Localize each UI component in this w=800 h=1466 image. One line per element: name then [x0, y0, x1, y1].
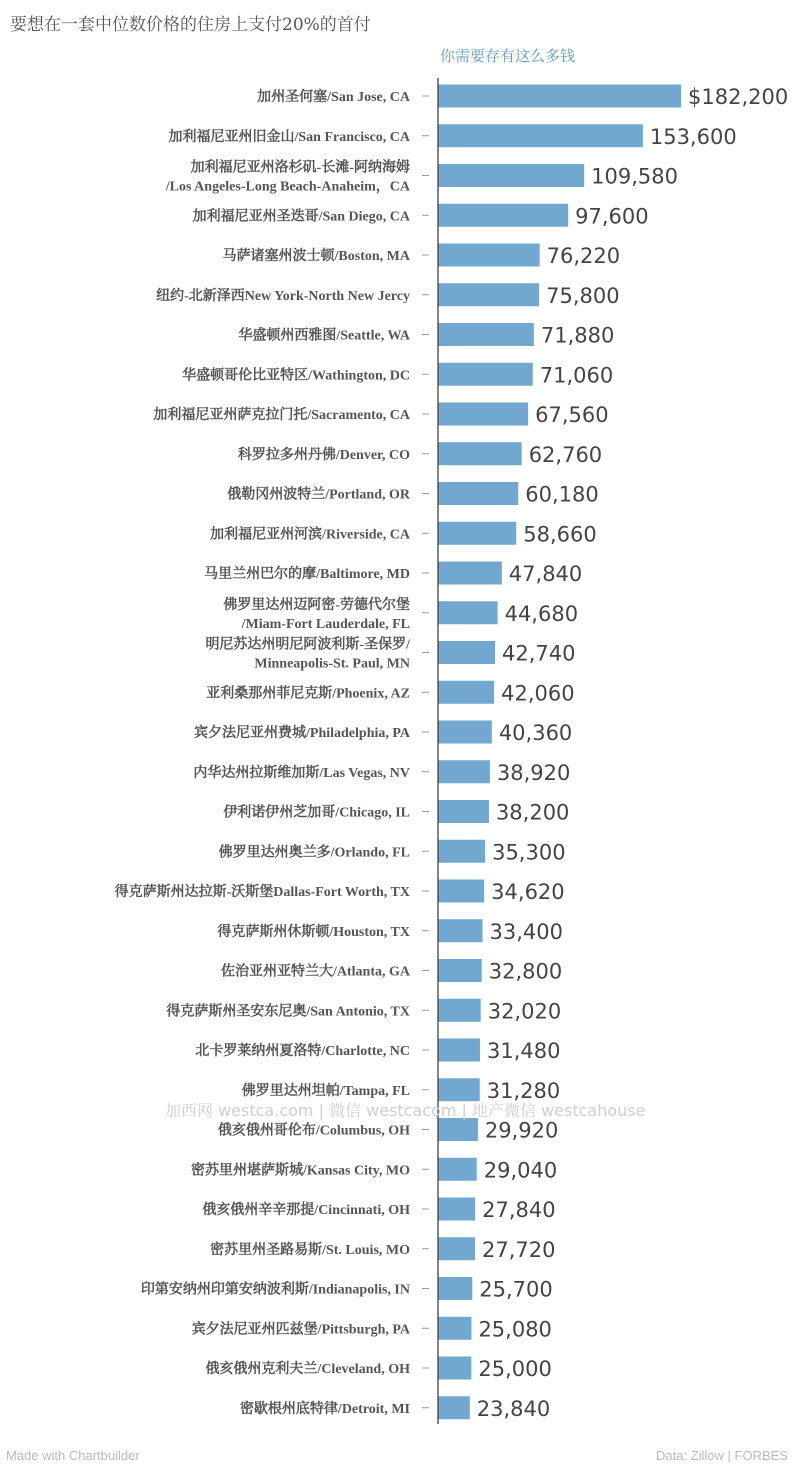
bar-4 [438, 244, 540, 267]
value-label-26: 29,920 [484, 1118, 559, 1143]
bar-2 [438, 164, 584, 187]
category-label-line: /Miam-Fort Lauderdale, FL [241, 616, 410, 632]
category-label-19: 佛罗里达州奥兰多/Orlando, FL [218, 845, 410, 861]
value-label-22: 32,800 [488, 959, 563, 984]
bar-26 [438, 1118, 478, 1141]
bar-5 [438, 283, 539, 306]
bar-13 [438, 601, 498, 624]
category-label-31: 宾夕法尼亚州匹兹堡/Pittsburgh, PA [191, 1322, 410, 1338]
category-label-27: 密苏里州堪萨斯城/Kansas City, MO [191, 1163, 410, 1179]
value-label-30: 25,700 [479, 1277, 553, 1302]
category-label-32: 俄亥俄州克利夫兰/Cleveland, OH [205, 1362, 410, 1377]
bar-32 [438, 1357, 471, 1380]
bar-30 [438, 1277, 472, 1300]
value-label-11: 58,660 [523, 522, 597, 547]
category-label-line: 加利福尼亚州洛杉矶-长滩-阿纳海姆 [190, 160, 410, 176]
category-label-10: 俄勒冈州波特兰/Portland, OR [227, 487, 410, 503]
category-label-7: 华盛顿哥伦比亚特区/Wathington, DC [182, 368, 410, 384]
category-label-2 [165, 159, 411, 195]
value-label-27: 29,040 [483, 1158, 558, 1183]
data-source-credit: Data: Zillow | FORBES [656, 1448, 788, 1463]
category-label-21: 得克萨斯州休斯顿/Houston, TX [217, 924, 410, 940]
category-label-1: 加利福尼亚州旧金山/San Francisco, CA [168, 129, 410, 145]
value-label-23: 32,020 [487, 999, 562, 1024]
bar-12 [438, 562, 502, 585]
category-label-26: 俄亥俄州哥伦布/Columbus, OH [217, 1123, 410, 1139]
bar-10 [438, 482, 518, 505]
bar-33 [438, 1396, 470, 1419]
bar-16 [438, 721, 492, 744]
bar-11 [438, 522, 516, 545]
made-with-credit: Made with Chartbuilder [6, 1448, 140, 1463]
category-label-16: 宾夕法尼亚州费城/Philadelphia, PA [194, 726, 410, 741]
value-label-33: 23,840 [476, 1396, 551, 1421]
value-label-17: 38,920 [496, 760, 571, 785]
category-label-line: Minneapolis-St. Paul, MN [254, 656, 410, 672]
category-label-8: 加利福尼亚州萨克拉门托/Sacramento, CA [153, 408, 410, 423]
bar-6 [438, 323, 534, 346]
category-label-30: 印第安纳州印第安纳波利斯/Indianapolis, IN [140, 1282, 410, 1298]
bar-29 [438, 1237, 475, 1260]
value-label-9: 62,760 [528, 442, 603, 467]
category-label-3: 加利福尼亚州圣迭哥/San Diego, CA [192, 209, 410, 225]
chart-subtitle: 你需要存有这么多钱 [440, 47, 576, 65]
category-label-22: 佐治亚州亚特兰大/Atlanta, GA [221, 964, 410, 980]
bar-17 [438, 760, 490, 783]
bar-27 [438, 1158, 477, 1181]
category-label-17: 内华达州拉斯维加斯/Las Vegas, NV [193, 765, 410, 781]
category-label-4: 马萨诸塞州波士顿/Boston, MA [222, 249, 410, 264]
value-label-15: 42,060 [501, 681, 575, 706]
value-label-21: 33,400 [489, 919, 564, 944]
value-label-20: 34,620 [491, 880, 565, 904]
value-label-2: 109,580 [591, 164, 678, 189]
value-label-3: 97,600 [575, 204, 649, 229]
category-label-14 [205, 636, 411, 672]
category-label-11: 加利福尼亚州河滨/Riverside, CA [210, 527, 410, 543]
chart-title: 要想在一套中位数价格的住房上支付20%的首付 [10, 15, 371, 35]
value-label-16: 40,360 [498, 721, 573, 745]
category-label-33: 密歇根州底特律/Detroit, MI [239, 1401, 410, 1417]
bar-21 [438, 919, 483, 942]
category-label-28: 俄亥俄州辛辛那提/Cincinnati, OH [202, 1203, 410, 1218]
value-label-1: 153,600 [649, 124, 737, 149]
watermark-text: 加西网 westca.com | 微信 westcacom | 地产微信 westcahouse [165, 1101, 646, 1120]
category-label-line: /Los Angeles-Long Beach-Anaheim，CA [165, 179, 410, 195]
bar-20 [438, 880, 484, 903]
category-label-23: 得克萨斯州圣安东尼奥/San Antonio, TX [166, 1004, 410, 1020]
value-label-0: $182,200 [688, 85, 789, 109]
value-label-8: 67,560 [535, 403, 609, 427]
value-label-6: 71,880 [540, 323, 615, 348]
bar-15 [438, 681, 494, 704]
bar-28 [438, 1198, 475, 1221]
bar-14 [438, 641, 495, 664]
bar-19 [438, 840, 485, 863]
value-label-5: 75,800 [546, 283, 620, 308]
category-label-15: 亚利桑那州菲尼克斯/Phoenix, AZ [206, 686, 410, 702]
bar-22 [438, 959, 482, 982]
category-label-24: 北卡罗莱纳州夏洛特/Charlotte, NC [195, 1044, 410, 1059]
bar-9 [438, 442, 522, 465]
bar-3 [438, 204, 568, 227]
category-label-9: 科罗拉多州丹佛/Denver, CO [237, 447, 410, 463]
category-label-25: 佛罗里达州坦帕/Tampa, FL [241, 1083, 410, 1099]
value-label-25: 31,280 [486, 1078, 561, 1103]
bar-31 [438, 1317, 471, 1340]
category-label-6: 华盛顿州西雅图/Seattle, WA [238, 328, 410, 344]
value-label-13: 44,680 [504, 601, 579, 626]
bar-7 [438, 363, 533, 386]
category-label-line: 明尼苏达州明尼阿波利斯-圣保罗/ [205, 637, 410, 653]
value-label-4: 76,220 [546, 244, 621, 268]
bar-18 [438, 800, 489, 823]
value-label-28: 27,840 [482, 1198, 556, 1222]
category-label-5: 纽约-北新泽西New York-North New Jercy [156, 288, 410, 304]
bar-8 [438, 403, 528, 426]
category-label-12: 马里兰州巴尔的摩/Baltimore, MD [204, 567, 410, 582]
bar-24 [438, 1039, 480, 1062]
value-label-29: 27,720 [481, 1237, 556, 1262]
value-label-24: 31,480 [486, 1039, 561, 1063]
category-label-line: 佛罗里达州迈阿密-劳德代尔堡 [223, 597, 410, 613]
value-label-10: 60,180 [525, 482, 599, 507]
bar-0 [438, 85, 681, 108]
value-label-7: 71,060 [539, 363, 614, 388]
value-label-19: 35,300 [492, 840, 566, 865]
value-label-12: 47,840 [508, 562, 583, 586]
category-label-29: 密苏里州圣路易斯/St. Louis, MO [210, 1242, 410, 1258]
category-label-13 [223, 596, 410, 632]
value-label-32: 25,000 [478, 1357, 552, 1381]
bar-1 [438, 124, 643, 147]
bar-23 [438, 999, 481, 1022]
category-label-0: 加州圣何塞/San Jose, CA [257, 90, 410, 105]
value-label-14: 42,740 [502, 641, 576, 666]
category-label-20: 得克萨斯州达拉斯-沃斯堡Dallas-Fort Worth, TX [114, 885, 410, 900]
bars-layer [115, 85, 789, 1421]
category-label-18: 伊利诺伊州芝加哥/Chicago, IL [223, 805, 410, 821]
value-label-18: 38,200 [495, 800, 570, 825]
value-label-31: 25,080 [478, 1317, 552, 1342]
